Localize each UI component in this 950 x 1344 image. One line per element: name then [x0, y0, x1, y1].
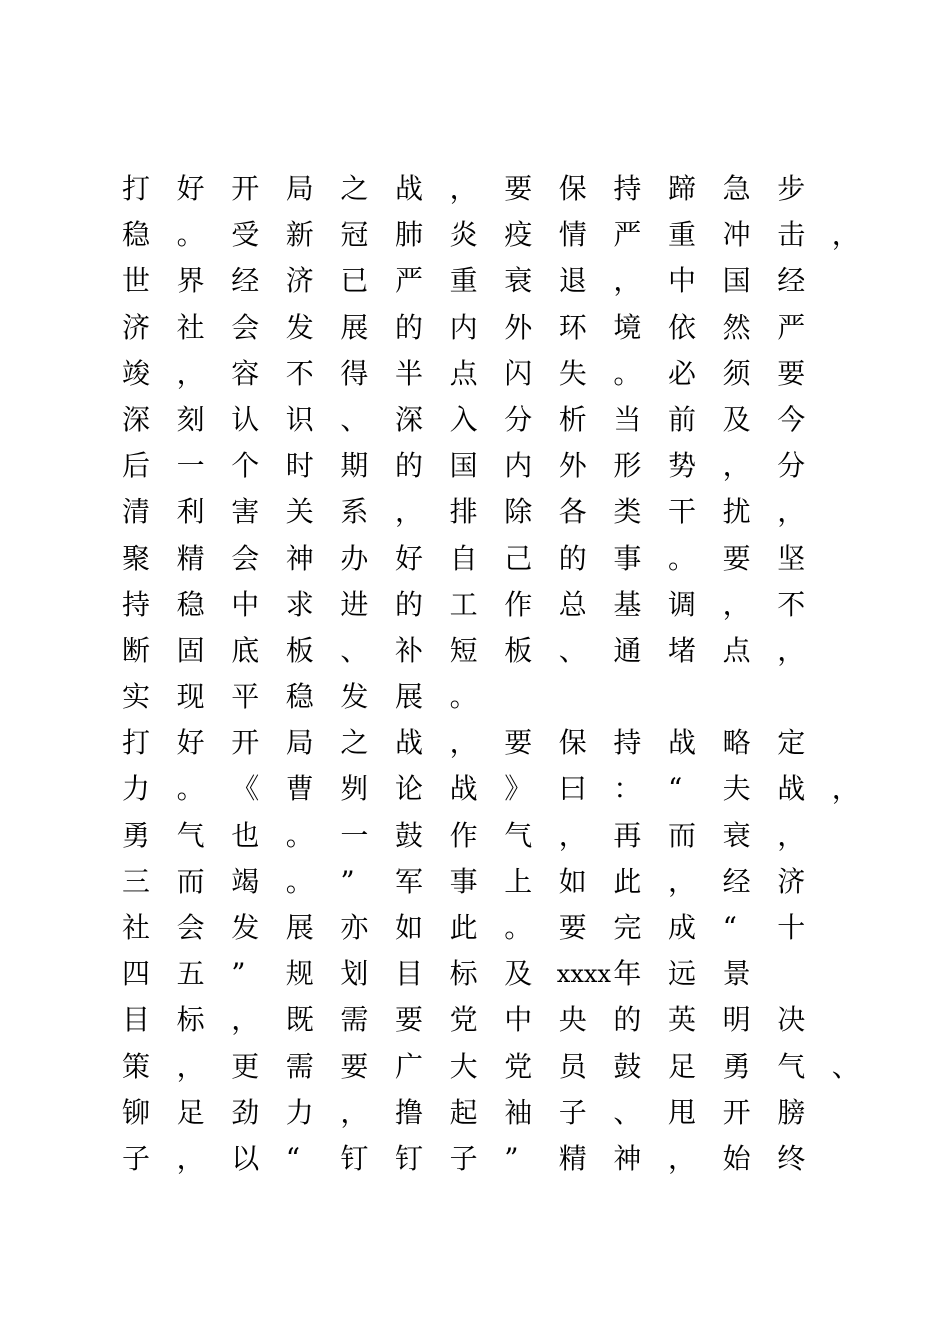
text-line: 世 界 经 济 已 严 重 衰 退 ， 中 国 经 — [122, 264, 806, 298]
text-line: 四 五 ” 规 划 目 标 及 xxxx 年 远 景 — [122, 957, 751, 991]
text-line: 实 现 平 稳 发 展 。 — [122, 680, 478, 714]
text-line: 济 社 会 发 展 的 内 外 环 境 依 然 严 — [122, 310, 806, 344]
document-body — [122, 166, 860, 1182]
text-line: 断 固 底 板 、 补 短 板 、 通 堵 点 ， — [122, 633, 806, 667]
text-line: 深 刻 认 识 、 深 入 分 析 当 前 及 今 — [122, 402, 806, 436]
text-line: 打 好 开 局 之 战 ， 要 保 持 蹄 急 步 — [122, 172, 806, 205]
text-line: 打 好 开 局 之 战 ， 要 保 持 战 略 定 — [122, 726, 806, 760]
text-line: 持 稳 中 求 进 的 工 作 总 基 调 ， 不 — [122, 587, 806, 621]
text-line: 铆 足 劲 力 ， 撸 起 袖 子 、 甩 开 膀 — [122, 1095, 806, 1129]
text-line: 子 ， 以 “ 钉 钉 子 ” 精 神 ， 始 终 — [122, 1141, 806, 1175]
text-line: 三 而 竭 。 ” 军 事 上 如 此 ， 经 济 — [122, 864, 806, 898]
text-line: 竣 ， 容 不 得 半 点 闪 失 。 必 须 要 — [122, 356, 806, 390]
text-line: 策 ， 更 需 要 广 大 党 员 鼓 足 勇 气 、 — [122, 1049, 860, 1083]
text-line: 力 。 《 曹 刿 论 战 》 曰 ： “ 夫 战 ， — [122, 772, 860, 806]
text-line: 勇 气 也 。 一 鼓 作 气 ， 再 而 衰 ， — [122, 818, 806, 852]
text-line: 目 标 ， 既 需 要 党 中 央 的 英 明 决 — [122, 1003, 806, 1037]
text-line: 清 利 害 关 系 ， 排 除 各 类 干 扰 ， — [122, 495, 806, 529]
text-line: 后 一 个 时 期 的 国 内 外 形 势 ， 分 — [122, 449, 806, 483]
text-line: 稳 。 受 新 冠 肺 炎 疫 情 严 重 冲 击 ， — [122, 218, 860, 252]
text-line: 聚 精 会 神 办 好 自 己 的 事 。 要 坚 — [122, 541, 806, 575]
text-line: 社 会 发 展 亦 如 此 。 要 完 成 “ 十 — [122, 911, 806, 944]
